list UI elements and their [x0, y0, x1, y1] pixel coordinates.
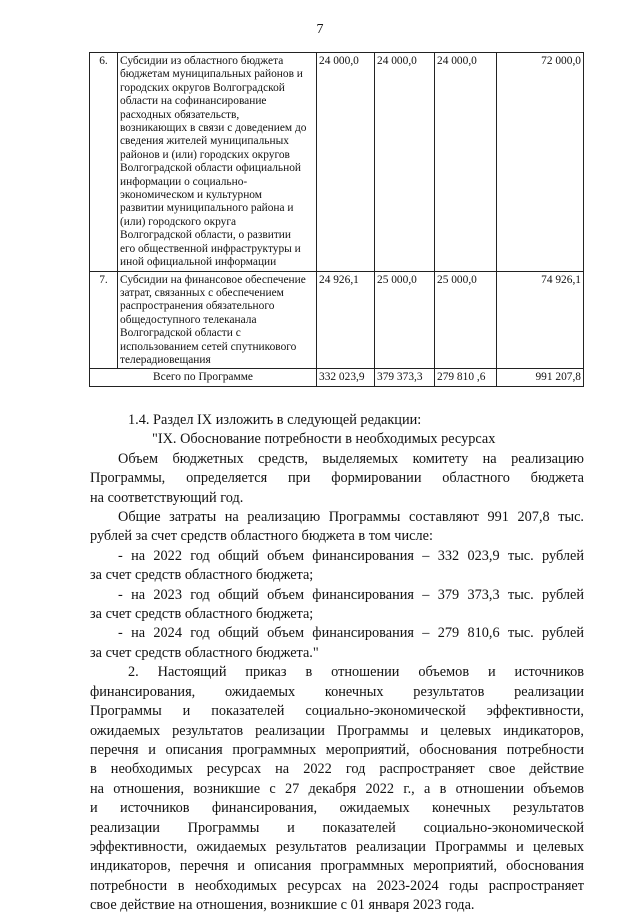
total-2023: 379 373,3	[375, 369, 435, 386]
value-2022: 24 000,0	[317, 53, 375, 272]
text-line: индикаторов, перечня и описания программных мероприятий, обоснования	[90, 858, 584, 875]
total-2024: 279 810 ,6	[435, 369, 497, 386]
total-2022: 332 023,9	[317, 369, 375, 386]
table-row	[90, 53, 584, 272]
value-2023: 25 000,0	[375, 271, 435, 369]
text-line: в необходимых ресурсах на 2022 год распространяет свое действие	[90, 761, 584, 778]
grand-total: 991 207,8	[497, 369, 584, 386]
row-description: Субсидии из областного бюджета бюджетам муниципальных районов и городских округов Волгоградской области на софинансирование расходных обязательств, возникающих в связи с доведением до сведения жителей муниципальных районов и (или) городских округов Волгоградской области официальной информации о социально- экономическом и культурном развитии муниципального района и (или) городского округа Волгоградской области, о развитии его общественной инфраструктуры и иной официальной информации	[118, 53, 317, 272]
text-line: рублей за счет средств областного бюджета в том числе:	[90, 528, 433, 545]
value-total: 72 000,0	[497, 53, 584, 272]
text-line: и источников финансирования, ожидаемых конечных результатов	[90, 800, 584, 817]
value-2022: 24 926,1	[317, 271, 375, 369]
table-row	[90, 271, 584, 369]
table-total-row	[90, 369, 584, 386]
text-line: - на 2024 год общий объем финансирования – 279 810,6 тыс. рублей	[118, 625, 584, 642]
text-line: эффективности, ожидаемых результатов реализации Программы и целевых	[90, 838, 584, 855]
text-line: на отношения, возникшие с 27 декабря 2022 г., а в отношении объемов	[90, 780, 584, 797]
page-number: 7	[316, 22, 324, 37]
text-line: - на 2023 год общий объем финансирования – 379 373,3 тыс. рублей	[118, 586, 584, 603]
text-line: финансирования, ожидаемых конечных результатов реализации	[90, 683, 584, 700]
text-line: перечня и описания программных мероприятий, обоснования потребности	[90, 741, 584, 758]
text-line: Объем бюджетных средств, выделяемых комитету на реализацию	[118, 450, 584, 467]
row-number: 6.	[90, 53, 118, 272]
text-line: Программы и показателей социально-экономической эффективности,	[90, 703, 584, 720]
value-total: 74 926,1	[497, 271, 584, 369]
text-line: за счет средств областного бюджета;	[90, 567, 314, 584]
text-line: за счет средств областного бюджета."	[90, 644, 319, 661]
text-line: за счет средств областного бюджета;	[90, 606, 314, 623]
text-line: Общие затраты на реализацию Программы составляют 991 207,8 тыс.	[118, 509, 584, 526]
row-number: 7.	[90, 271, 118, 369]
value-2024: 25 000,0	[435, 271, 497, 369]
text-line: - на 2022 год общий объем финансирования – 332 023,9 тыс. рублей	[118, 547, 584, 564]
text-line: 2. Настоящий приказ в отношении объемов и источников	[128, 664, 584, 681]
text-line: реализации Программы и показателей социально-экономической	[90, 819, 584, 836]
budget-table	[89, 52, 584, 387]
section-heading: "IX. Обоснование потребности в необходимых ресурсах	[152, 431, 496, 448]
value-2024: 24 000,0	[435, 53, 497, 272]
row-description: Субсидии на финансовое обеспечение затрат, связанных с обеспечением распространения обязательного общедоступного телеканала Волгоградской области с использованием сетей спутникового телерадиовещания	[118, 271, 317, 369]
value-2023: 24 000,0	[375, 53, 435, 272]
text-line: на соответствующий год.	[90, 489, 244, 506]
text-line: свое действие на отношения, возникшие с 01 января 2023 года.	[90, 897, 475, 914]
text-line: 1.4. Раздел IX изложить в следующей редакции:	[128, 412, 422, 428]
text-line: ожидаемых результатов реализации Программы и целевых индикаторов,	[90, 722, 584, 739]
text-line: потребности в необходимых ресурсах на 2023-2024 годы распространяет	[90, 877, 584, 894]
document-body	[90, 411, 584, 916]
total-label: Всего по Программе	[90, 369, 317, 386]
text-line: Программы, определяется при формировании областного бюджета	[90, 470, 584, 487]
